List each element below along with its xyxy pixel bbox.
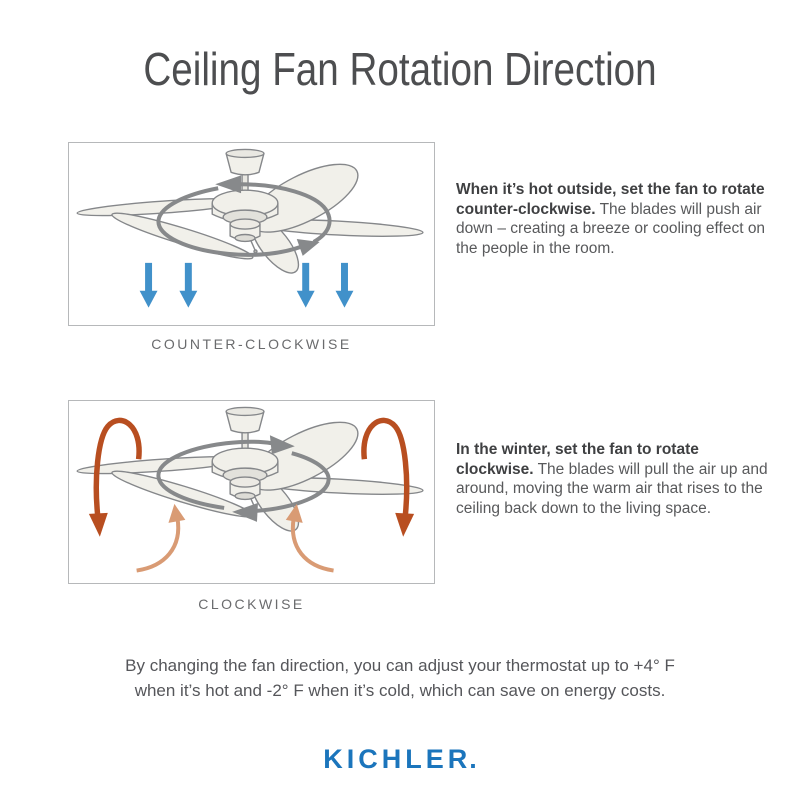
text-cw-body: The blades will pull the air up and around, moving the warm air that rises to the ceiling back down to the living space.: [456, 460, 768, 517]
down-arrow-icon: [336, 263, 354, 308]
down-arrow-icon: [140, 263, 158, 308]
text-clockwise: [456, 440, 770, 518]
text-cw-lead: In the winter, set the fan to rotate clockwise.: [456, 441, 699, 478]
text-ccw-lead: When it’s hot outside, set the fan to rotate counter-clockwise.: [456, 181, 765, 218]
brand-wordmark: KICHLER: [323, 744, 472, 774]
warm-airflow-inner-arrows: [137, 518, 334, 571]
up-over-arrow-icon: [364, 420, 407, 516]
down-arrow-icon: [297, 263, 315, 308]
text-ccw-body: The blades will push air down – creating a breeze or cooling effect on the people in the room.: [456, 200, 766, 257]
cool-airflow-down-arrows: [140, 263, 354, 308]
up-arrow-icon: [293, 518, 334, 571]
brand-logo-mark: .: [469, 744, 477, 774]
footer-note-line1: By changing the fan direction, you can adjust your thermostat up to +4° F: [125, 656, 675, 675]
label-clockwise: CLOCKWISE: [198, 596, 305, 612]
up-arrow-icon: [137, 518, 179, 571]
label-counter-clockwise: COUNTER-CLOCKWISE: [151, 336, 352, 352]
footer-note-line2: when it’s hot and -2° F when it’s cold, which can save on energy costs.: [134, 680, 666, 700]
fan-diagram-ccw-svg: [69, 143, 434, 325]
fan-diagram-cw-svg: [69, 401, 434, 583]
down-arrow-icon: [179, 263, 197, 308]
text-counter-clockwise: [456, 180, 770, 258]
diagram-counter-clockwise: [68, 142, 435, 326]
footer-note: [50, 654, 750, 703]
page-title: Ceiling Fan Rotation Direction: [143, 43, 657, 95]
diagram-clockwise: [68, 400, 435, 584]
brand-logo: [0, 744, 800, 775]
ceiling-fan-illustration: [77, 149, 424, 280]
